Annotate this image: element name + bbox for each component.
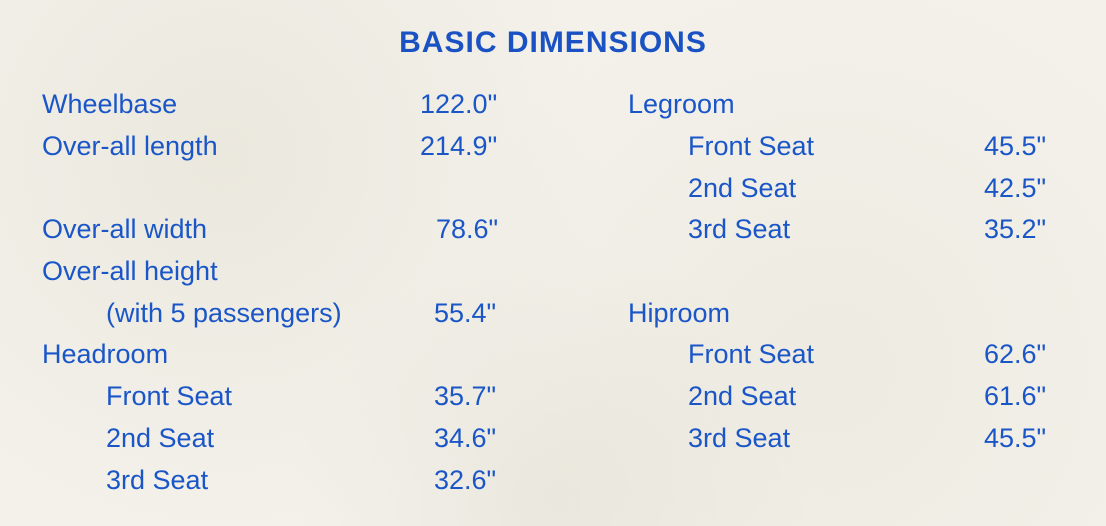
height-row: [42, 251, 562, 291]
legroom-item-value: 35.2": [984, 214, 1047, 244]
legroom-item-label: 2nd Seat: [688, 173, 797, 203]
height-value: 55.4": [434, 298, 497, 328]
width-label: Over-all width: [42, 214, 208, 244]
width-value: 78.6": [436, 214, 499, 244]
hiproom-item-row: [628, 376, 1078, 416]
hiproom-item-row: [628, 418, 1078, 458]
headroom-item-row: [42, 460, 562, 500]
legroom-item-row: [628, 168, 1078, 208]
headroom-item-label: 3rd Seat: [106, 465, 209, 495]
headroom-item-label: 2nd Seat: [106, 423, 215, 453]
legroom-item-row: [628, 209, 1078, 249]
wheelbase-value: 122.0": [420, 89, 498, 119]
legroom-item-label: 3rd Seat: [688, 214, 791, 244]
legroom-item-value: 42.5": [984, 173, 1047, 203]
height-sub-row: [42, 293, 562, 333]
dimensions-title: BASIC DIMENSIONS: [399, 26, 707, 59]
height-sublabel: (with 5 passengers): [106, 298, 342, 328]
hiproom-item-value: 45.5": [984, 423, 1047, 453]
hiproom-item-row: [628, 334, 1078, 374]
length-value: 214.9": [420, 131, 498, 161]
hiproom-row: [628, 293, 1078, 333]
headroom-item-value: 35.7": [434, 381, 497, 411]
headroom-label: Headroom: [42, 339, 169, 369]
legroom-item-row: [628, 126, 1078, 166]
wheelbase-label: Wheelbase: [42, 89, 178, 119]
hiproom-item-label: 2nd Seat: [688, 381, 797, 411]
legroom-item-label: Front Seat: [688, 131, 815, 161]
height-label: Over-all height: [42, 256, 218, 286]
hiproom-label: Hiproom: [628, 298, 731, 328]
legroom-label: Legroom: [628, 89, 735, 119]
headroom-row: [42, 334, 562, 374]
hiproom-item-label: Front Seat: [688, 339, 815, 369]
headroom-item-value: 34.6": [434, 423, 497, 453]
headroom-item-row: [42, 418, 562, 458]
length-label: Over-all length: [42, 131, 218, 161]
headroom-item-value: 32.6": [434, 465, 497, 495]
legroom-row: [628, 84, 1078, 124]
headroom-item-row: [42, 376, 562, 416]
hiproom-item-label: 3rd Seat: [688, 423, 791, 453]
headroom-item-label: Front Seat: [106, 381, 233, 411]
wheelbase-row: [42, 84, 562, 124]
legroom-item-value: 45.5": [984, 131, 1047, 161]
hiproom-item-value: 61.6": [984, 381, 1047, 411]
hiproom-item-value: 62.6": [984, 339, 1047, 369]
width-row: [42, 209, 562, 249]
length-row: [42, 126, 562, 166]
